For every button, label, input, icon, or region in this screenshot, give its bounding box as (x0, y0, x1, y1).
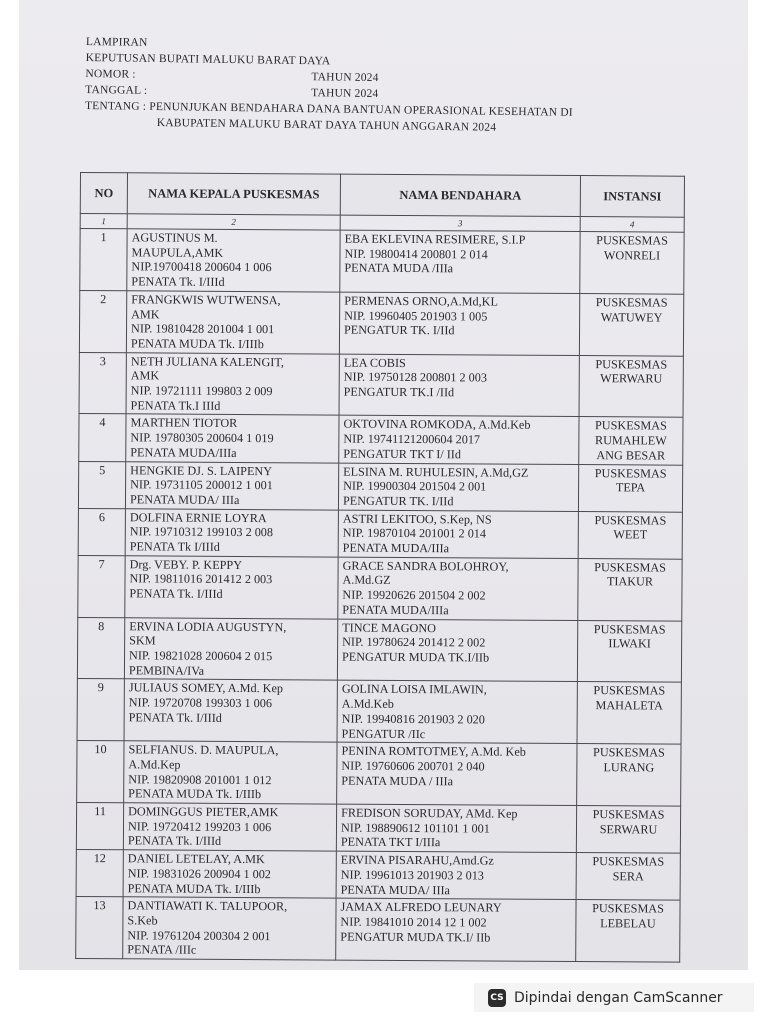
table-row (77, 679, 681, 745)
bendahara-line: NIP. 19780624 201412 2 002 (342, 634, 486, 650)
instansi-line: WONRELI (603, 247, 661, 263)
row-number: 2 (79, 290, 126, 352)
table-row (76, 803, 680, 854)
instansi-cell (577, 682, 681, 744)
instansi-line: PUSKESMAS (593, 621, 666, 637)
column-number: 3 (340, 215, 580, 231)
table-body (76, 229, 684, 963)
row-number: 6 (78, 508, 125, 555)
instansi-line: TEPA (615, 480, 646, 495)
instansi-cell (579, 417, 683, 465)
kepala-line: HENGKIE DJ. S. LAIPENY (130, 462, 273, 478)
lampiran-label: LAMPIRAN (85, 35, 148, 49)
instansi-line: PUSKESMAS (594, 512, 667, 528)
kepala-line: PENATA MUDA Tk. I/IIIb (128, 786, 262, 802)
bendahara-cell (339, 354, 579, 417)
document-header (85, 34, 686, 138)
bendahara-line: PENGATUR /IIc (341, 726, 426, 741)
kepala-puskesmas-cell (126, 291, 339, 354)
table-row (78, 508, 682, 559)
kepala-line: ERVINA LODIA AUGUSTYN, (129, 618, 287, 634)
instansi-line: PUSKESMAS (592, 807, 665, 822)
instansi-line: PUSKESMAS (593, 683, 666, 698)
instansi-line: PUSKESMAS (592, 854, 665, 869)
instansi-line: PUSKESMAS (596, 233, 669, 248)
kepala-line: NIP. 19720708 199303 1 006 (128, 695, 273, 711)
kepala-line: PENATA MUDA/IIIa (130, 445, 237, 460)
row-number: 10 (77, 741, 124, 803)
bendahara-cell (336, 851, 576, 900)
instansi-cell (576, 853, 680, 901)
table-row (76, 850, 680, 901)
kepala-line: PENATA /IIIc (127, 942, 197, 958)
kepala-line: MARTHEN TIOTOR (130, 415, 238, 431)
instansi-cell (576, 900, 680, 962)
bendahara-line: NIP. 19870104 201001 2 014 (342, 525, 487, 541)
instansi-cell (580, 232, 684, 294)
kepala-puskesmas-cell (126, 352, 339, 415)
instansi-line: RUMAHLEW (594, 433, 667, 448)
kepala-line: PENATA MUDA Tk. I/IIIb (127, 880, 261, 896)
kepala-line: NIP. 19810428 201004 1 001 (131, 321, 275, 337)
scanned-document-page (19, 0, 748, 970)
header-no: NO (80, 173, 127, 214)
bendahara-cell (337, 742, 577, 805)
bendahara-line: NIP. 19940816 201903 2 020 (341, 711, 485, 727)
bendahara-line: EBA EKLEVINA RESIMERE, S.I.P (344, 231, 526, 247)
table-row (77, 741, 681, 807)
bendahara-cell (339, 292, 579, 355)
bendahara-line: NIP. 198890612 101101 1 001 (340, 820, 490, 836)
table-row (78, 461, 682, 512)
bendahara-line: LEA COBIS (343, 355, 406, 370)
table-header-row (80, 173, 684, 218)
bendahara-line: JAMAX ALFREDO LEUNARY (340, 899, 502, 915)
row-number: 5 (78, 461, 125, 508)
bendahara-line: FREDISON SORUDAY, AMd. Kep (341, 805, 518, 821)
instansi-line: ANG BESAR (596, 448, 666, 463)
instansi-cell (576, 806, 680, 854)
kepala-line: PENATA Tk. I/IIId (129, 586, 223, 602)
camscanner-watermark (474, 983, 754, 1012)
kepala-puskesmas-cell (123, 897, 336, 960)
bendahara-line: PENGATUR MUDA TK.I/ IIb (340, 929, 491, 945)
kepala-line: FRANGKWIS WUTWENSA, (131, 292, 281, 308)
kepala-puskesmas-cell (125, 556, 338, 619)
kepala-puskesmas-cell (127, 229, 340, 292)
bendahara-cell (336, 804, 576, 853)
kepala-puskesmas-cell (124, 741, 337, 804)
instansi-cell (579, 355, 683, 417)
bendahara-line: NIP. 19741121200604 2017 (343, 431, 481, 447)
instansi-line: PUSKESMAS (593, 745, 665, 760)
instansi-line: SERA (612, 869, 644, 884)
bendahara-line: OKTOVINA ROMKODA, A.Md.Keb (343, 417, 531, 433)
table-row (79, 414, 683, 465)
bendahara-table (75, 172, 685, 963)
instansi-cell (577, 744, 681, 806)
kepala-puskesmas-cell (124, 617, 337, 680)
bendahara-line: PENATA MUDA/ IIIa (340, 882, 451, 897)
kepala-puskesmas-cell (124, 679, 337, 742)
bendahara-line: PENGATUR MUDA TK.I/IIb (342, 649, 490, 665)
kepala-line: AMK (131, 306, 160, 322)
kepala-puskesmas-cell (123, 850, 336, 898)
kepala-line: NIP. 19720412 199203 1 006 (127, 819, 272, 834)
bendahara-cell (336, 898, 576, 961)
bendahara-cell (338, 557, 578, 620)
kepala-line: DANIEL LETELAY, A.MK (127, 851, 265, 867)
bendahara-line: NIP. 19760606 200701 2 040 (341, 758, 485, 774)
kepala-line: NIP. 19831026 200904 1 002 (127, 866, 271, 882)
kepala-line: MAUPULA,AMK (131, 245, 224, 260)
kepala-line: NIP. 19721111 199803 2 009 (130, 383, 273, 399)
row-number: 9 (77, 679, 124, 741)
instansi-cell (578, 464, 682, 512)
kepala-line: SELFIANUS. D. MAUPULA, (128, 742, 279, 758)
tanggal-tahun: TAHUN 2024 (311, 87, 379, 101)
kepala-line: PENATA Tk I/IIId (129, 539, 220, 554)
bendahara-line: GRACE SANDRA BOLOHROY, (342, 558, 509, 574)
bendahara-line: A.Md.GZ (342, 573, 391, 588)
table-row (76, 897, 680, 963)
column-number: 4 (580, 217, 684, 233)
bendahara-line: PENATA MUDA /IIIa (344, 261, 454, 276)
instansi-line: TIAKUR (606, 574, 654, 589)
tanggal-label: TANGGAL : (85, 83, 148, 97)
bendahara-line: PENATA TKT I/IIIa (340, 835, 441, 850)
bendahara-line: PENINA ROMTOTMEY, A.Md. Keb (341, 743, 526, 759)
table-row (77, 617, 681, 683)
kepala-line: PENATA Tk. I/IIId (127, 833, 222, 849)
column-number: 2 (127, 214, 340, 230)
kepala-line: NIP. 19761204 200304 2 001 (127, 927, 271, 943)
bendahara-line: NIP. 19961013 201903 2 013 (340, 867, 484, 883)
row-number: 13 (76, 897, 123, 959)
bendahara-line: ELSINA M. RUHULESIN, A.Md,GZ (343, 464, 529, 480)
row-number: 7 (78, 555, 125, 617)
kepala-line: NIP. 19710312 199103 2 008 (129, 524, 274, 540)
bendahara-cell (340, 230, 580, 293)
kepala-line: NIP. 19780305 200604 1 019 (130, 430, 274, 446)
bendahara-line: PERMENAS ORNO,A.Md,KL (344, 293, 498, 309)
instansi-line: SERWARU (599, 821, 658, 837)
table-row (79, 352, 683, 418)
instansi-line: PUSKESMAS (594, 465, 667, 481)
instansi-line: PUSKESMAS (595, 294, 668, 310)
header-instansi: INSTANSI (580, 176, 684, 218)
bendahara-line: ASTRI LEKITOO, S.Kep, NS (342, 511, 492, 527)
bendahara-line: PENATA MUDA/IIIa (342, 540, 450, 556)
kepala-line: NETH JULIANA KALENGIT, (130, 353, 284, 369)
bendahara-line: PENGATUR TKT I/ IId (343, 446, 462, 462)
bendahara-line: NIP. 19841010 2014 12 1 002 (340, 914, 487, 930)
bendahara-line: GOLINA LOISA IMLAWIN, (341, 681, 487, 697)
bendahara-line: NIP. 19750128 200801 2 003 (343, 369, 488, 385)
bendahara-line: ERVINA PISARAHU,Amd.Gz (340, 852, 494, 868)
bendahara-line: PENGATUR TK. I/IId (342, 493, 454, 509)
instansi-line: MAHALETA (595, 698, 663, 713)
bendahara-line: NIP. 19900304 201504 2 001 (343, 478, 487, 494)
bendahara-line: PENATA MUDA/IIIa (342, 602, 449, 618)
row-number: 3 (79, 352, 126, 414)
camscanner-text: Dipindai dengan CamScanner (514, 989, 723, 1006)
nomor-label: NOMOR : (85, 67, 136, 81)
instansi-line: WATUWEY (600, 309, 663, 325)
kepala-puskesmas-cell (126, 414, 339, 462)
keputusan-title: KEPUTUSAN BUPATI MALUKU BARAT DAYA (85, 51, 331, 68)
kepala-line: DOLFINA ERNIE LOYRA (129, 509, 267, 525)
bendahara-cell (338, 463, 578, 512)
instansi-line: PUSKESMAS (594, 559, 667, 575)
kepala-line: PENATA Tk. I/IIId (128, 710, 222, 725)
column-number: 1 (80, 214, 127, 229)
row-number: 12 (76, 850, 123, 897)
kepala-puskesmas-cell (125, 508, 338, 556)
instansi-cell (577, 620, 681, 682)
kepala-line: DANTIAWATI K. TALUPOOR, (127, 898, 288, 914)
tentang-line-2: KABUPATEN MALUKU BARAT DAYA TAHUN ANGGARAN 2024 (156, 116, 497, 134)
bendahara-cell (337, 619, 577, 682)
instansi-line: WEET (613, 527, 648, 542)
bendahara-line: NIP. 19800414 200801 2 014 (344, 246, 488, 262)
kepala-line: NIP. 19731105 200012 1 001 (130, 477, 273, 493)
instansi-line: LURANG (603, 760, 655, 775)
row-number: 1 (80, 229, 127, 291)
instansi-line: WERWARU (600, 371, 663, 386)
table-row (79, 290, 683, 356)
bendahara-line: NIP. 19920626 201504 2 002 (342, 587, 486, 603)
bendahara-cell (337, 680, 577, 743)
kepala-line: NIP. 19811016 201412 2 003 (129, 571, 273, 587)
kepala-line: Drg. VEBY. P. KEPPY (129, 557, 243, 572)
bendahara-cell (339, 416, 579, 465)
bendahara-line: NIP. 19960405 201903 1 005 (344, 308, 488, 324)
nomor-tahun: TAHUN 2024 (311, 71, 379, 85)
row-number: 4 (79, 414, 126, 461)
header-kepala-puskesmas: NAMA KEPALA PUSKESMAS (127, 173, 340, 215)
kepala-line: NIP.19700418 200604 1 006 (131, 259, 272, 275)
kepala-line: NIP. 19821028 200604 2 015 (129, 648, 273, 664)
instansi-line: PUSKESMAS (595, 356, 668, 372)
instansi-cell (579, 293, 683, 355)
kepala-line: PENATA Tk. I/IIId (131, 274, 225, 289)
table-row (80, 229, 684, 295)
row-number: 11 (76, 803, 123, 850)
kepala-line: PENATA MUDA Tk. I/IIIb (130, 336, 264, 352)
bendahara-cell (338, 510, 578, 559)
instansi-line: PUSKESMAS (595, 418, 667, 434)
header-nama-bendahara: NAMA BENDAHARA (340, 174, 580, 216)
bendahara-line: TINCE MAGONO (342, 620, 437, 635)
kepala-puskesmas-cell (125, 461, 338, 509)
kepala-line: JULIAUS SOMEY, A.Md. Kep (128, 680, 284, 696)
instansi-cell (578, 558, 682, 620)
kepala-line: PEMBINA/IVa (128, 662, 205, 678)
kepala-line: A.Md.Kep (128, 757, 181, 772)
kepala-line: PENATA MUDA/ IIIa (129, 492, 240, 507)
tentang-line-1: TENTANG : PENUNJUKAN BENDAHARA DANA BANTUAN OPERASIONAL KESEHATAN DI (84, 99, 573, 119)
bendahara-line: PENATA MUDA / IIIa (341, 773, 454, 788)
bendahara-line: PENGATUR TK. I/IId (343, 322, 455, 338)
bendahara-line: PENGATUR TK.I /IId (343, 384, 455, 400)
kepala-line: NIP. 19820908 201001 1 012 (128, 771, 272, 787)
bendahara-line: A.Md.Keb (341, 696, 394, 712)
kepala-line: PENATA Tk.I IIId (130, 398, 221, 413)
instansi-cell (578, 511, 682, 559)
kepala-line: AMK (130, 368, 160, 383)
camscanner-logo-icon: CS (488, 989, 506, 1007)
instansi-line: PUSKESMAS (592, 901, 664, 916)
kepala-line: AGUSTINUS M. (131, 230, 218, 245)
kepala-line: SKM (129, 633, 156, 648)
instansi-line: LEBELAU (600, 916, 656, 931)
row-number: 8 (77, 617, 124, 679)
table-row (78, 555, 682, 621)
kepala-line: S.Keb (127, 913, 158, 928)
kepala-puskesmas-cell (123, 803, 336, 851)
kepala-line: DOMINGGUS PIETER,AMK (128, 804, 279, 820)
instansi-line: ILWAKI (608, 636, 651, 651)
